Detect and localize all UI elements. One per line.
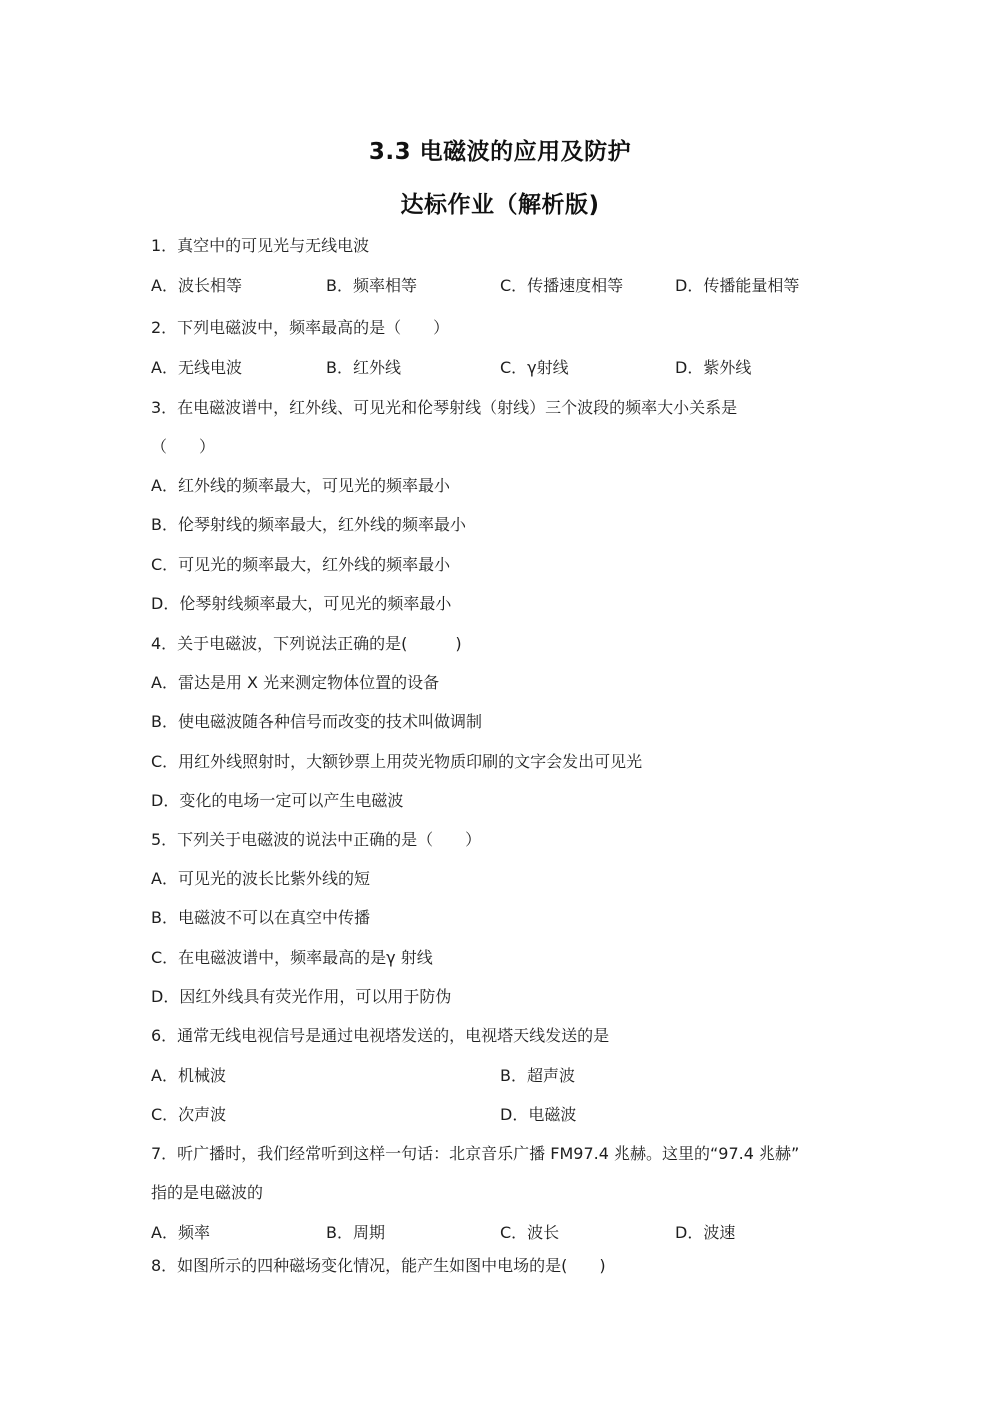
question-4-option-d: D．变化的电场一定可以产生电磁波 (151, 791, 404, 810)
question-3-stem: 3．在电磁波谱中，红外线、可见光和伦琴射线（射线）三个波段的频率大小关系是 (151, 398, 738, 417)
question-4-option-b: B．使电磁波随各种信号而改变的技术叫做调制 (151, 712, 482, 731)
question-2-option-b: B．红外线 (326, 358, 401, 377)
question-6-option-a: A．机械波 (151, 1066, 226, 1085)
question-6-option-d: D．电磁波 (500, 1105, 577, 1124)
question-5-option-a: A．可见光的波长比紫外线的短 (151, 869, 370, 888)
question-3-stem-continued: （ ） (151, 437, 216, 456)
question-7-stem-continued: 指的是电磁波的 (151, 1183, 264, 1202)
question-6-stem: 6．通常无线电视信号是通过电视塔发送的，电视塔天线发送的是 (151, 1026, 610, 1045)
question-2-option-c: C．γ射线 (500, 358, 569, 377)
question-4-option-a: A．雷达是用 X 光来测定物体位置的设备 (151, 673, 440, 692)
question-3-option-b: B．伦琴射线的频率最大，红外线的频率最小 (151, 515, 466, 534)
question-4-option-c: C．用红外线照射时，大额钞票上用荧光物质印刷的文字会发出可见光 (151, 752, 643, 771)
question-1-option-c: C．传播速度相等 (500, 276, 624, 295)
question-2-option-d: D．紫外线 (675, 358, 752, 377)
question-6-option-c: C．次声波 (151, 1105, 227, 1124)
question-1-stem: 1．真空中的可见光与无线电波 (151, 236, 370, 255)
question-7-option-a: A．频率 (151, 1223, 210, 1242)
question-7-stem: 7．听广播时，我们经常听到这样一句话：北京音乐广播 FM97.4 兆赫。这里的“97.4 兆赫” (151, 1144, 800, 1163)
question-5-option-b: B．电磁波不可以在真空中传播 (151, 908, 370, 927)
document-subtitle: 达标作业（解析版) (400, 192, 600, 218)
question-3-option-a: A．红外线的频率最大，可见光的频率最小 (151, 476, 450, 495)
question-1-option-b: B．频率相等 (326, 276, 417, 295)
question-3-option-d: D．伦琴射线频率最大，可见光的频率最小 (151, 594, 452, 613)
question-3-option-c: C．可见光的频率最大，红外线的频率最小 (151, 555, 451, 574)
question-5-option-d: D．因红外线具有荧光作用，可以用于防伪 (151, 987, 452, 1006)
question-5-stem: 5．下列关于电磁波的说法中正确的是（ ） (151, 830, 482, 849)
document-title: 3.3 电磁波的应用及防护 (368, 139, 632, 165)
question-2-option-a: A．无线电波 (151, 358, 242, 377)
question-6-option-b: B．超声波 (500, 1066, 575, 1085)
question-1-option-a: A．波长相等 (151, 276, 242, 295)
question-8-stem: 8．如图所示的四种磁场变化情况，能产生如图中电场的是( ) (151, 1256, 606, 1275)
question-5-option-c: C．在电磁波谱中，频率最高的是γ 射线 (151, 948, 433, 967)
question-4-stem: 4．关于电磁波，下列说法正确的是( ) (151, 634, 462, 653)
question-7-option-c: C．波长 (500, 1223, 560, 1242)
question-2-stem: 2．下列电磁波中，频率最高的是（ ） (151, 318, 450, 337)
question-1-option-d: D．传播能量相等 (675, 276, 800, 295)
question-7-option-d: D．波速 (675, 1223, 736, 1242)
question-7-option-b: B．周期 (326, 1223, 385, 1242)
